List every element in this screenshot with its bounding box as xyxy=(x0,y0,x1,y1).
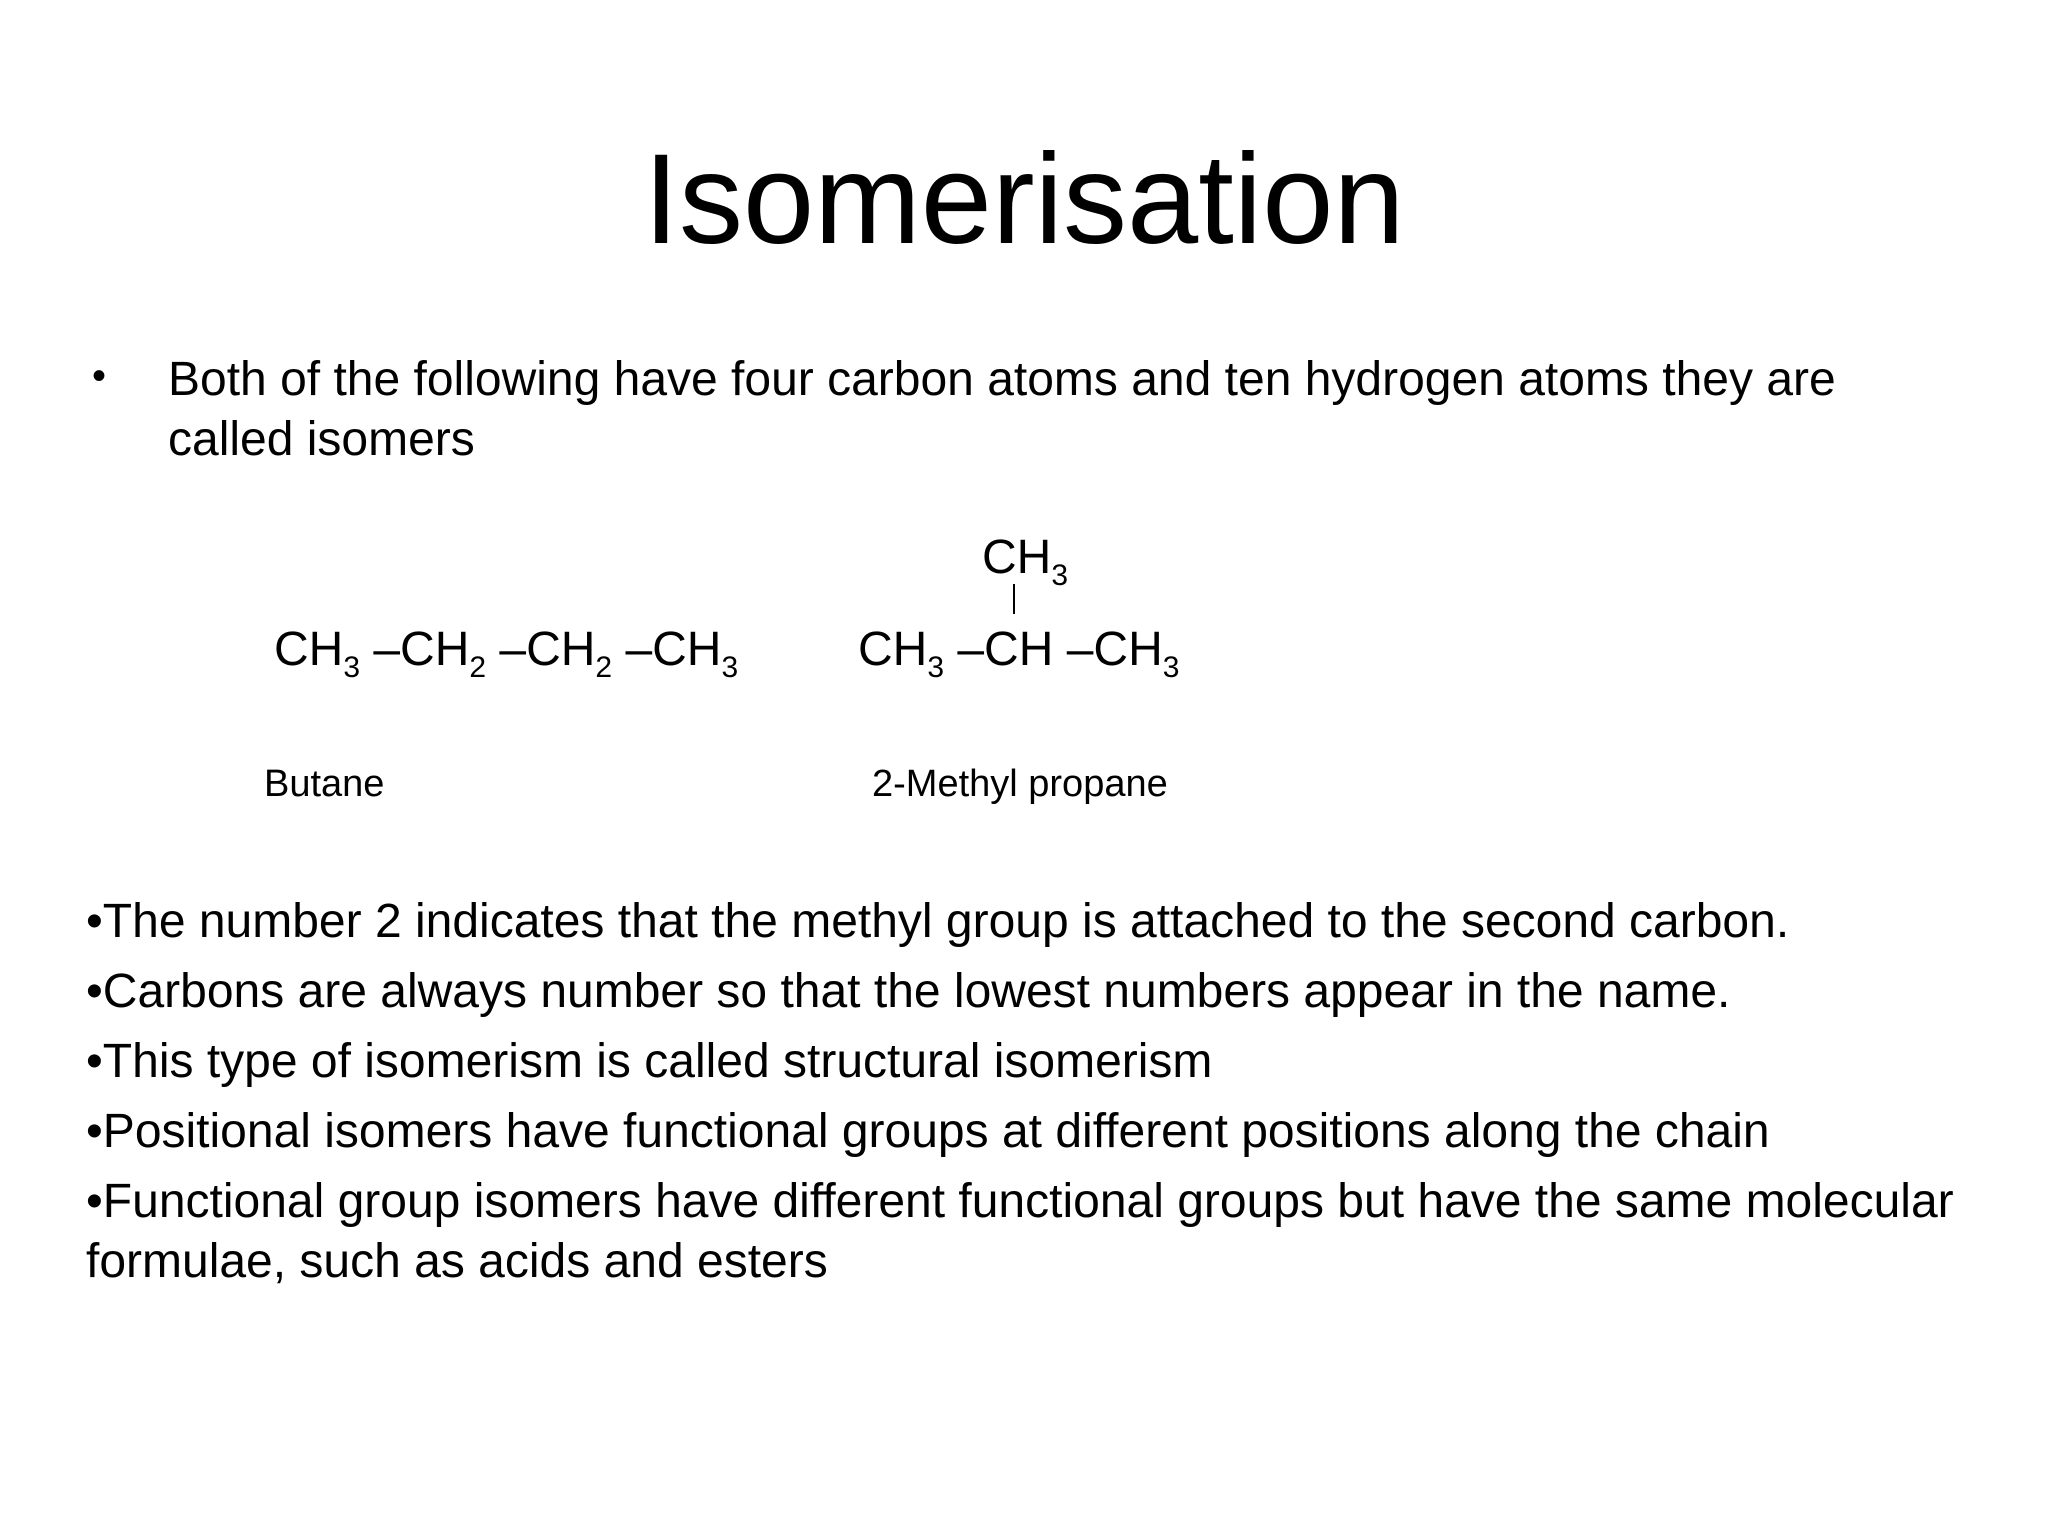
methylpropane-formula xyxy=(858,622,1180,684)
methyl-branch-ch: CH xyxy=(982,531,1052,584)
branch-bond-line xyxy=(1013,584,1015,614)
butane-sub: 3 xyxy=(343,651,361,684)
butane-ch2-first: –CH xyxy=(360,623,470,676)
methyl-branch xyxy=(982,530,1069,592)
butane-ch2-second: –CH xyxy=(486,623,596,676)
explanation-item: •The number 2 indicates that the methyl group is attached to the second carbon. xyxy=(86,895,1790,948)
butane-sub: 3 xyxy=(721,651,739,684)
butane-ch3-start: CH xyxy=(274,623,344,676)
methylpropane-ch3-end: –CH xyxy=(1053,623,1163,676)
butane-ch3-end: –CH xyxy=(612,623,722,676)
methylpropane-sub: 3 xyxy=(927,651,945,684)
intro-text: Both of the following have four carbon atoms and ten hydrogen atoms they are called isomers xyxy=(168,353,1836,466)
slide-title: Isomerisation xyxy=(643,128,1405,271)
methyl-branch-sub: 3 xyxy=(1051,559,1069,592)
explanation-item: •Functional group isomers have different functional groups but have the same molecular formulae, such as acids and esters xyxy=(86,1175,1954,1288)
explanation-item: •Carbons are always number so that the lowest numbers appear in the name. xyxy=(86,965,1731,1018)
methylpropane-name: 2-Methyl propane xyxy=(872,763,1168,805)
butane-name: Butane xyxy=(264,763,385,805)
butane-sub: 2 xyxy=(469,651,487,684)
explanation-list xyxy=(86,892,1986,1302)
explanation-item: •This type of isomerism is called structural isomerism xyxy=(86,1035,1213,1088)
methylpropane-sub: 3 xyxy=(1162,651,1180,684)
methylpropane-ch: –CH xyxy=(944,623,1054,676)
butane-formula xyxy=(274,622,739,684)
butane-sub: 2 xyxy=(595,651,613,684)
explanation-item: •Positional isomers have functional groups at different positions along the chain xyxy=(86,1105,1770,1158)
bullet-icon: • xyxy=(92,354,107,398)
methylpropane-ch3-start: CH xyxy=(858,623,928,676)
